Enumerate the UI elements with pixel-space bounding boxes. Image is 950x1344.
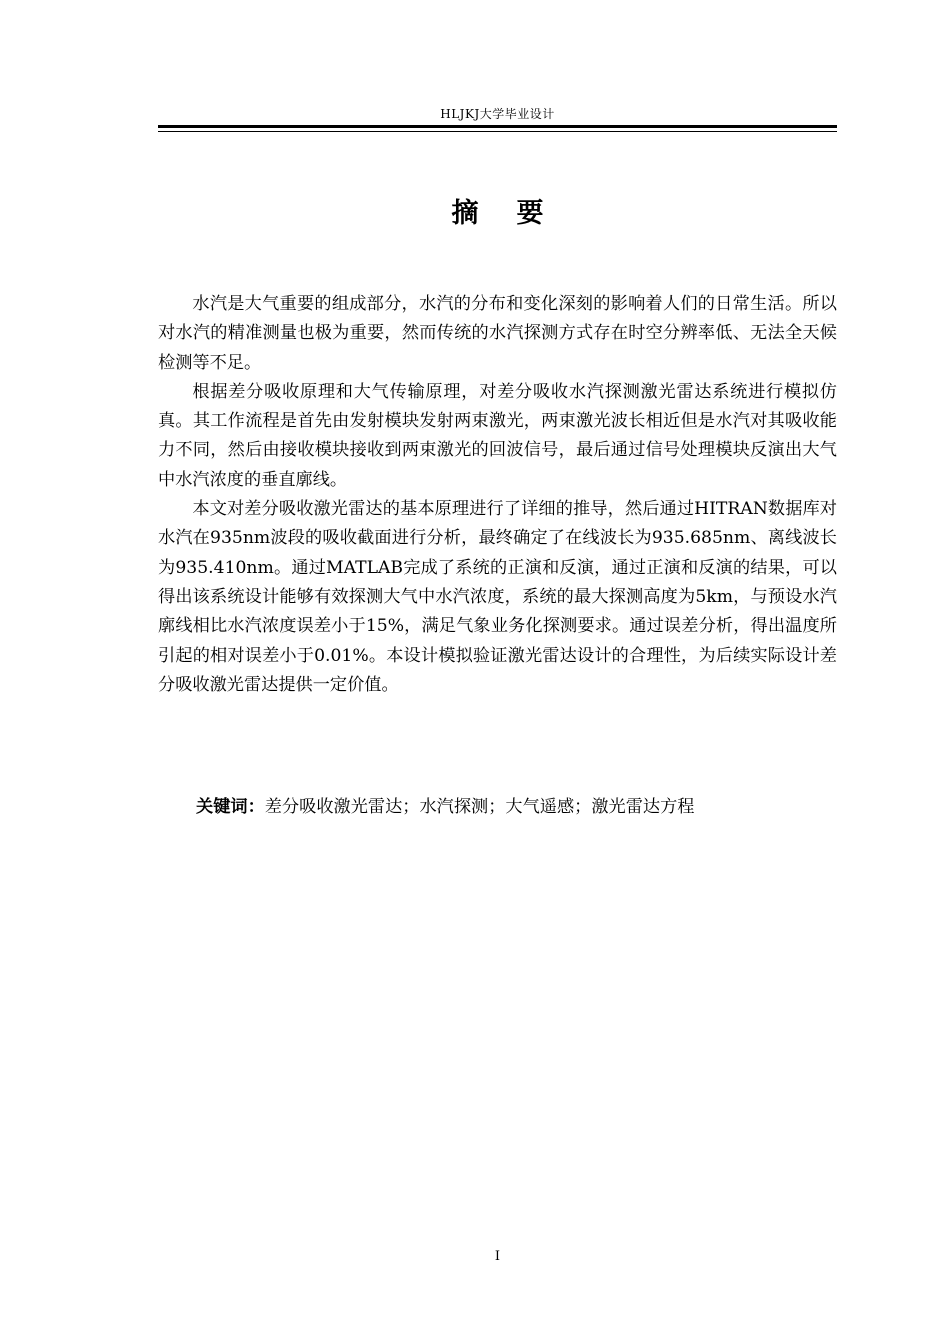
page-title: [158, 196, 837, 232]
title-char-2: 要: [516, 198, 544, 229]
page-number: I: [494, 1249, 501, 1264]
keywords-label: 关键词：: [196, 797, 265, 817]
title-char-1: 摘: [451, 198, 479, 229]
abstract-paragraph-3: 本文对差分吸收激光雷达的基本原理进行了详细的推导，然后通过HITRAN数据库对水汽在935nm波段的吸收截面进行分析，最终确定了在线波长为935.685nm、离线波长为935.410nm。通过MATLAB完成了系统的正演和反演，通过正演和反演的结果，可以得出该系统设计能够有效探测大气中水汽浓度，系统的最大探测高度为5km，与预设水汽廓线相比水汽浓度误差小于15%，满足气象业务化探测要求。通过误差分析，得出温度所引起的相对误差小于0.01%。本设计模拟验证激光雷达设计的合理性，为后续实际设计差分吸收激光雷达提供一定价值。: [158, 499, 837, 695]
keywords-line: [196, 793, 836, 822]
abstract-body: [158, 290, 837, 700]
abstract-paragraph-1: 水汽是大气重要的组成部分，水汽的分布和变化深刻的影响着人们的日常生活。所以对水汽的精准测量也极为重要，然而传统的水汽探测方式存在时空分辨率低、无法全天候检测等不足。: [158, 294, 837, 373]
abstract-paragraph-2: 根据差分吸收原理和大气传输原理，对差分吸收水汽探测激光雷达系统进行模拟仿真。其工作流程是首先由发射模块发射两束激光，两束激光波长相近但是水汽对其吸收能力不同，然后由接收模块接收到两束激光的回波信号，最后通过信号处理模块反演出大气中水汽浓度的垂直廓线。: [158, 381, 837, 490]
header-rule-thin: [158, 131, 837, 132]
page-header: HLJKJ大学毕业设计: [440, 107, 555, 121]
keywords-value: 差分吸收激光雷达；水汽探测；大气遥感；激光雷达方程: [264, 797, 695, 817]
header-rule-thick: [158, 125, 837, 128]
